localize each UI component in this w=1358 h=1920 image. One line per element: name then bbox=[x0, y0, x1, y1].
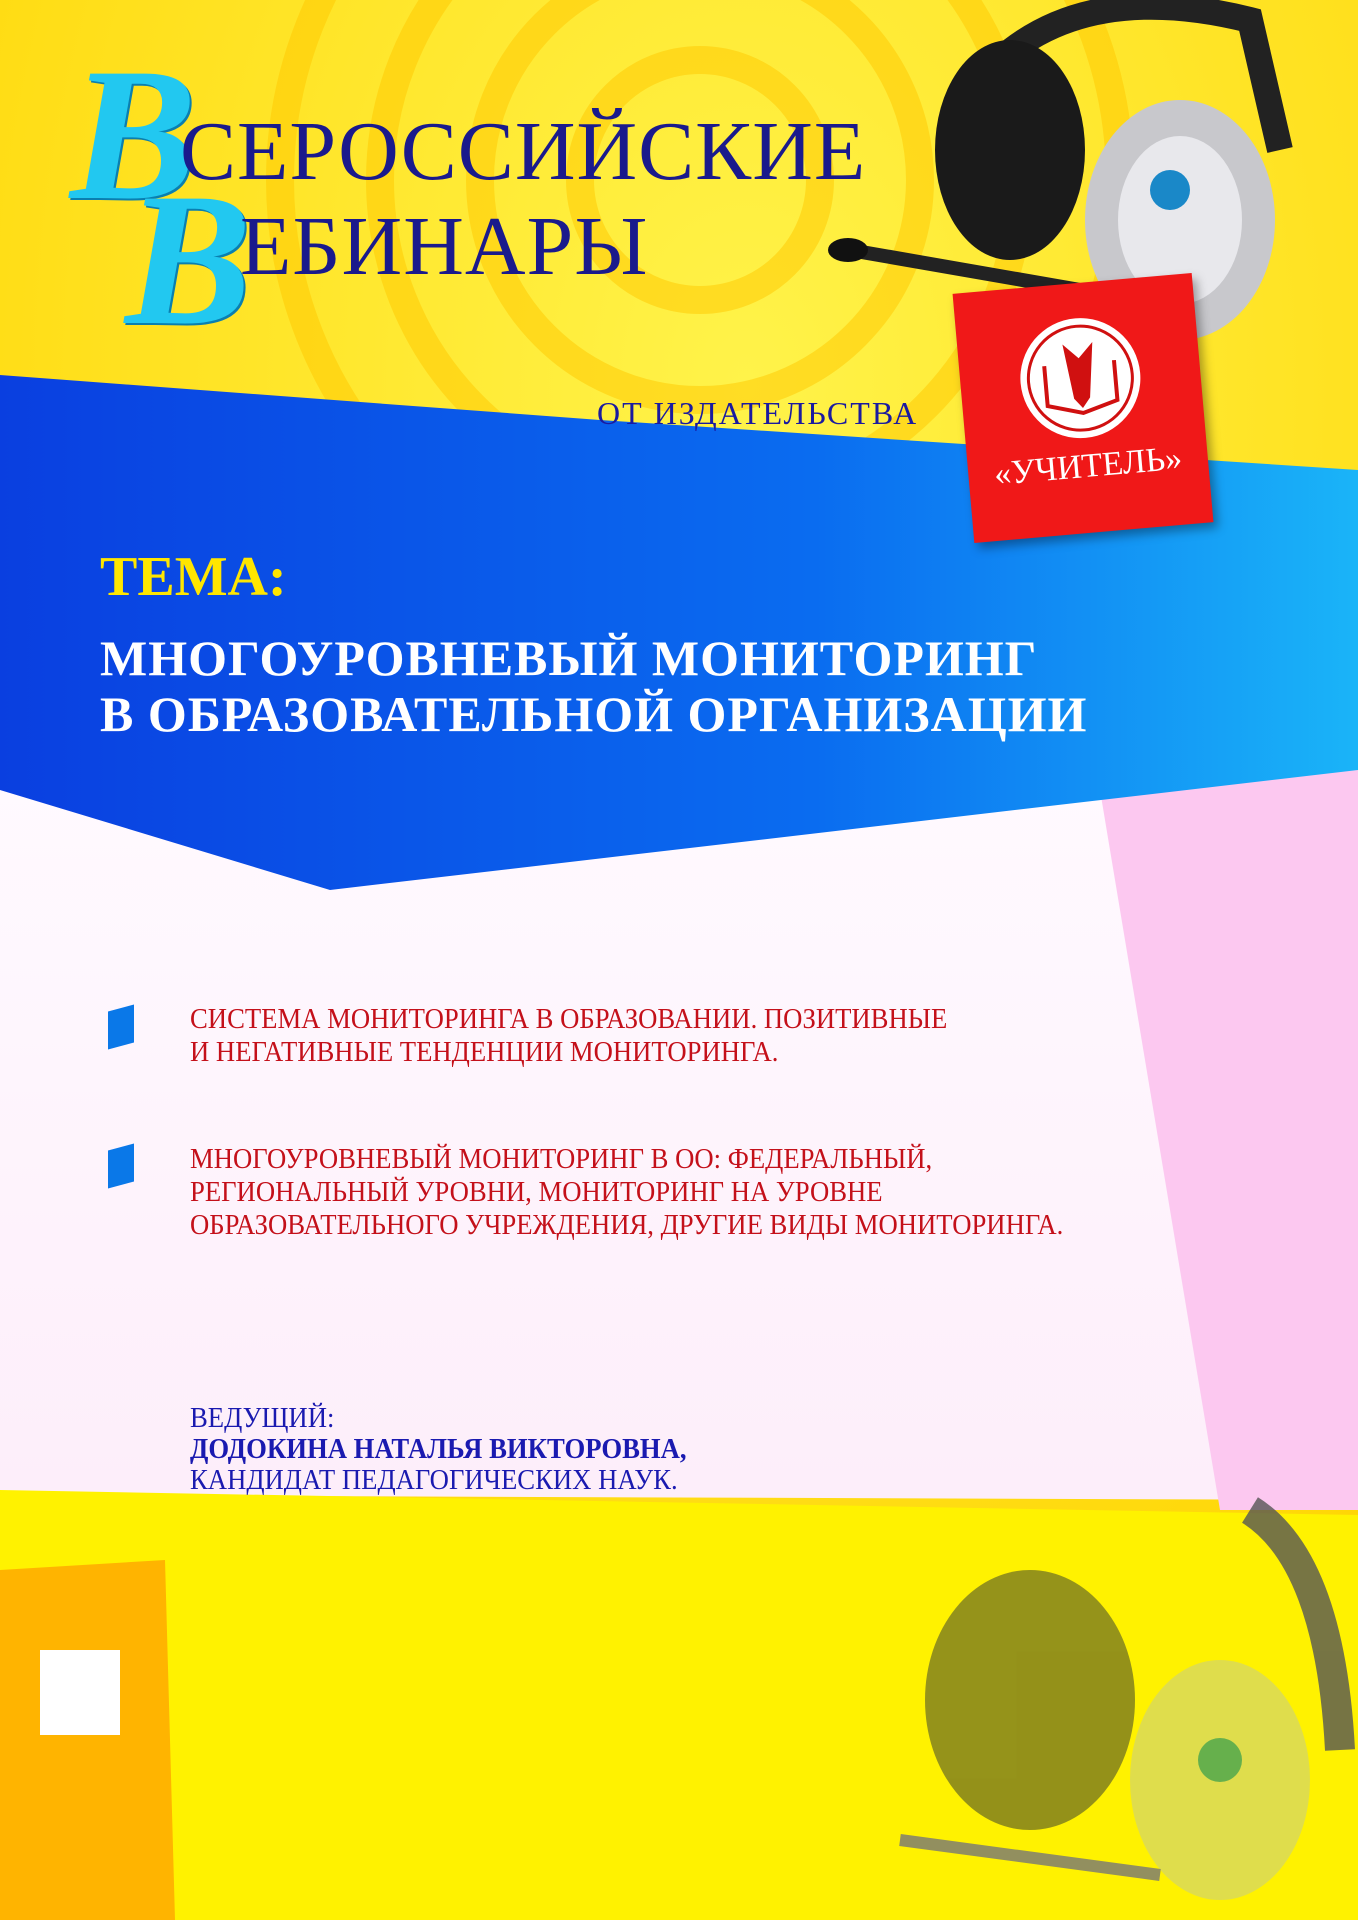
topic-label: ТЕМА: bbox=[100, 546, 287, 608]
logo-name: «УЧИТЕЛЬ» bbox=[992, 439, 1184, 493]
list-item bbox=[190, 1003, 947, 1069]
topic-title bbox=[100, 630, 1087, 742]
header-line-1: СЕРОССИЙСКИЕ bbox=[180, 105, 867, 198]
topic-title-line: В ОБРАЗОВАТЕЛЬНОЙ ОРГАНИЗАЦИИ bbox=[100, 686, 1088, 742]
list-item-line: МНОГОУРОВНЕВЫЙ МОНИТОРИНГ В ОО: ФЕДЕРАЛЬНЫЙ, bbox=[190, 1143, 933, 1175]
list-item-line: РЕГИОНАЛЬНЫЙ УРОВНИ, МОНИТОРИНГ НА УРОВНЕ bbox=[190, 1176, 883, 1208]
white-square bbox=[40, 1650, 120, 1735]
list-item-line: И НЕГАТИВНЫЕ ТЕНДЕНЦИИ МОНИТОРИНГА. bbox=[190, 1036, 779, 1068]
topic-title-line: МНОГОУРОВНЕВЫЙ МОНИТОРИНГ bbox=[100, 630, 1038, 686]
bullet-icon bbox=[108, 1005, 134, 1050]
publisher-logo bbox=[953, 273, 1214, 543]
from-publisher: ОТ ИЗДАТЕЛЬСТВА bbox=[597, 395, 919, 431]
header-line-2: ЕБИНАРЫ bbox=[240, 200, 649, 293]
header-initial-1: В bbox=[70, 30, 197, 240]
host-degree: КАНДИДАТ ПЕДАГОГИЧЕСКИХ НАУК. bbox=[190, 1464, 678, 1496]
orange-square bbox=[0, 1560, 175, 1920]
list-item bbox=[190, 1143, 1063, 1242]
header-initial-2: В bbox=[125, 155, 252, 365]
host-label: ВЕДУЩИЙ: bbox=[190, 1402, 335, 1434]
list-item-line: ОБРАЗОВАТЕЛЬНОГО УЧРЕЖДЕНИЯ, ДРУГИЕ ВИДЫ МОНИТОРИНГА. bbox=[190, 1209, 1064, 1241]
list-item-line: СИСТЕМА МОНИТОРИНГА В ОБРАЗОВАНИИ. ПОЗИТИВНЫЕ bbox=[190, 1003, 948, 1035]
host-block bbox=[190, 1403, 687, 1496]
bullet-icon bbox=[108, 1144, 134, 1189]
host-name: ДОДОКИНА НАТАЛЬЯ ВИКТОРОВНА, bbox=[190, 1433, 687, 1465]
